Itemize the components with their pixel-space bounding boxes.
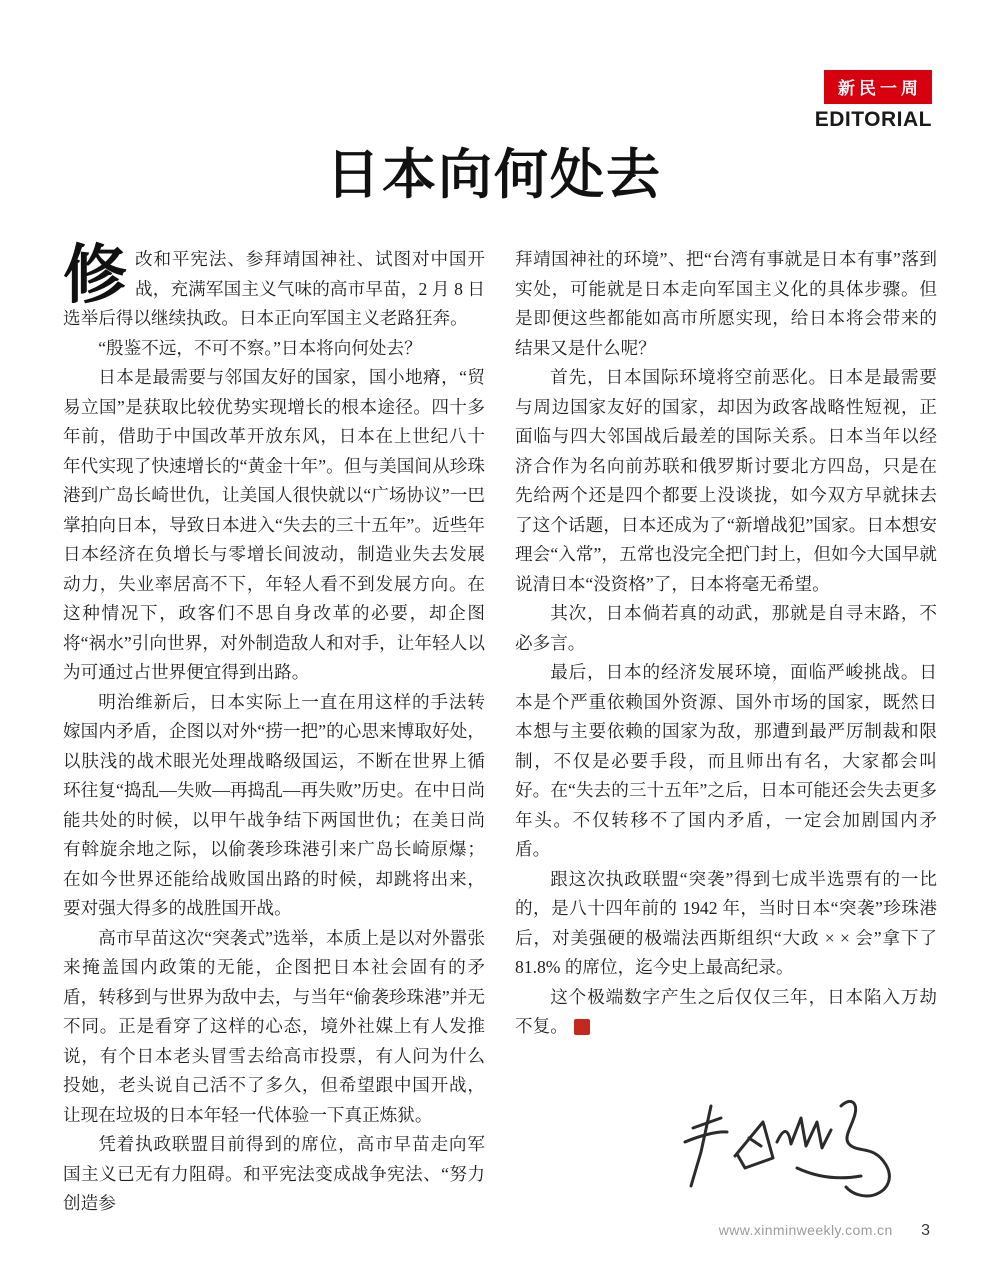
author-signature — [515, 1094, 937, 1209]
paragraph: 最后，日本的经济发展环境，面临严峻挑战。日本是个严重依赖国外资源、国外市场的国家，既然日本想与主要依赖的国家为敌，那遭到最严厉制裁和限制，不仅是必要手段，而且师出有名，大家都会叫好。在“失去的三十五年”之后，日本可能还会失去更多年头。不仅转移不了国内矛盾，一定会加剧国内矛盾。 — [515, 662, 937, 860]
paragraph: 明治维新后，日本实际上一直在用这样的手法转嫁国内矛盾，企图以对外“捞一把”的心思来博取好处，以肤浅的战术眼光处理战略级国运，不断在世界上循环往复“捣乱—失败—再捣乱—再失败”历史。在中日尚能共处的时候，以甲午战争结下两国世仇；在美日尚有斡旋余地之际，以偷袭珍珠港引来广岛长崎原爆；在如今世界还能给战败国出路的时候，却跳将出来，要对强大得多的战胜国开战。 — [63, 691, 485, 919]
paragraph: 首先，日本国际环境将空前恶化。日本是最需要与周边国家友好的国家，却因为政客战略性短视，正面临与四大邻国战后最差的国际关系。日本当年以经济合作为名向前苏联和俄罗斯讨要北方四岛，只是在先给两个还是四个都要上没谈拢，如今双方早就抹去了这个话题，日本还成为了“新增战犯”国家。日本想安理会“入常”，五常也没完全把门封上，但如今大国早就说清日本“没资格”了，日本将毫无希望。 — [515, 367, 937, 594]
page-footer — [719, 1222, 930, 1240]
end-of-article-seal: 民 — [574, 1019, 590, 1035]
paragraph: 凭着执政联盟目前得到的席位，高市早苗走向军国主义已无有力阻碍。和平宪法变成战争宪法、“努力创造参 — [63, 1134, 485, 1214]
paragraph-continuation: 拜靖国神社的环境”、把“台湾有事就是日本有事”落到实处，可能就是日本走向军国主义化的具体步骤。但是即便这些都能如高市所愿实现，给日本将会带来的结果又是什么呢？ — [515, 249, 937, 358]
left-column — [63, 240, 485, 1219]
section-badge: 新民一周 — [824, 70, 932, 104]
paragraph: 其次，日本倘若真的动武，那就是自寻末路，不必多言。 — [515, 603, 937, 653]
paragraph-text: 这个极端数字产生之后仅仅三年，日本陷入万劫不复。 — [515, 986, 937, 1037]
paragraph: “殷鉴不远，不可不察。”日本将向何处去？ — [98, 337, 422, 358]
paragraph-text: 改和平宪法、参拜靖国神社、试图对中国开战，充满军国主义气味的高市早苗，2 月 8 日选举后得以继续执政。日本正向军国主义老路狂奔。 — [63, 249, 485, 329]
page-number: 3 — [921, 1222, 930, 1239]
website-url: www.xinminweekly.com.cn — [718, 1222, 893, 1238]
signature-scrawl-image — [665, 1094, 895, 1204]
section-label: EDITORIAL — [814, 108, 932, 131]
masthead — [792, 70, 932, 132]
paragraph-lead — [63, 240, 485, 334]
paragraph: 跟这次执政联盟“突袭”得到七成半选票有的一比的，是八十四年前的 1942 年，当时日本“突袭”珍珠港后，对美强硬的极端法西斯组织“大政 × × 会”拿下了 81.8% 的席位，迄今史上最高纪录。 — [515, 868, 937, 978]
right-column — [515, 245, 937, 1219]
article-title: 日本向何处去 — [326, 145, 662, 205]
paragraph-final — [515, 983, 937, 1042]
article-body — [0, 240, 988, 1219]
drop-cap: 修 — [63, 240, 127, 312]
paragraph: 高市早苗这次“突袭式”选举，本质上是以对外嚣张来掩盖国内政策的无能，企图把日本社会固有的矛盾，转移到与世界为敌中去，与当年“偷袭珍珠港”并无不同。正是看穿了这样的心态，境外社媒上有人发推说，有个日本老头冒雪去给高市投票，有人问为什么投她，老头说自己活不了多久，但希望跟中国开战，让现在垃圾的日本年轻一代体验一下真正炼狱。 — [63, 927, 485, 1125]
paragraph: 日本是最需要与邻国友好的国家，国小地瘠，“贸易立国”是获取比较优势实现增长的根本途径。四十多年前，借助于中国改革开放东风，日本在上世纪八十年代实现了快速增长的“黄金十年”。但与美国间从珍珠港到广岛长崎世仇，让美国人很快就以“广场协议”一巴掌拍向日本，导致日本进入“失去的三十五年”。近些年日本经济在负增长与零增长间波动，制造业失去发展动力，失业率居高不下，年轻人看不到发展方向。在这种情况下，政客们不思自身改革的必要，却企图将“祸水”引向世界，对外制造敌人和对手，让年轻人以为可通过占世界便宜得到出路。 — [63, 367, 485, 683]
